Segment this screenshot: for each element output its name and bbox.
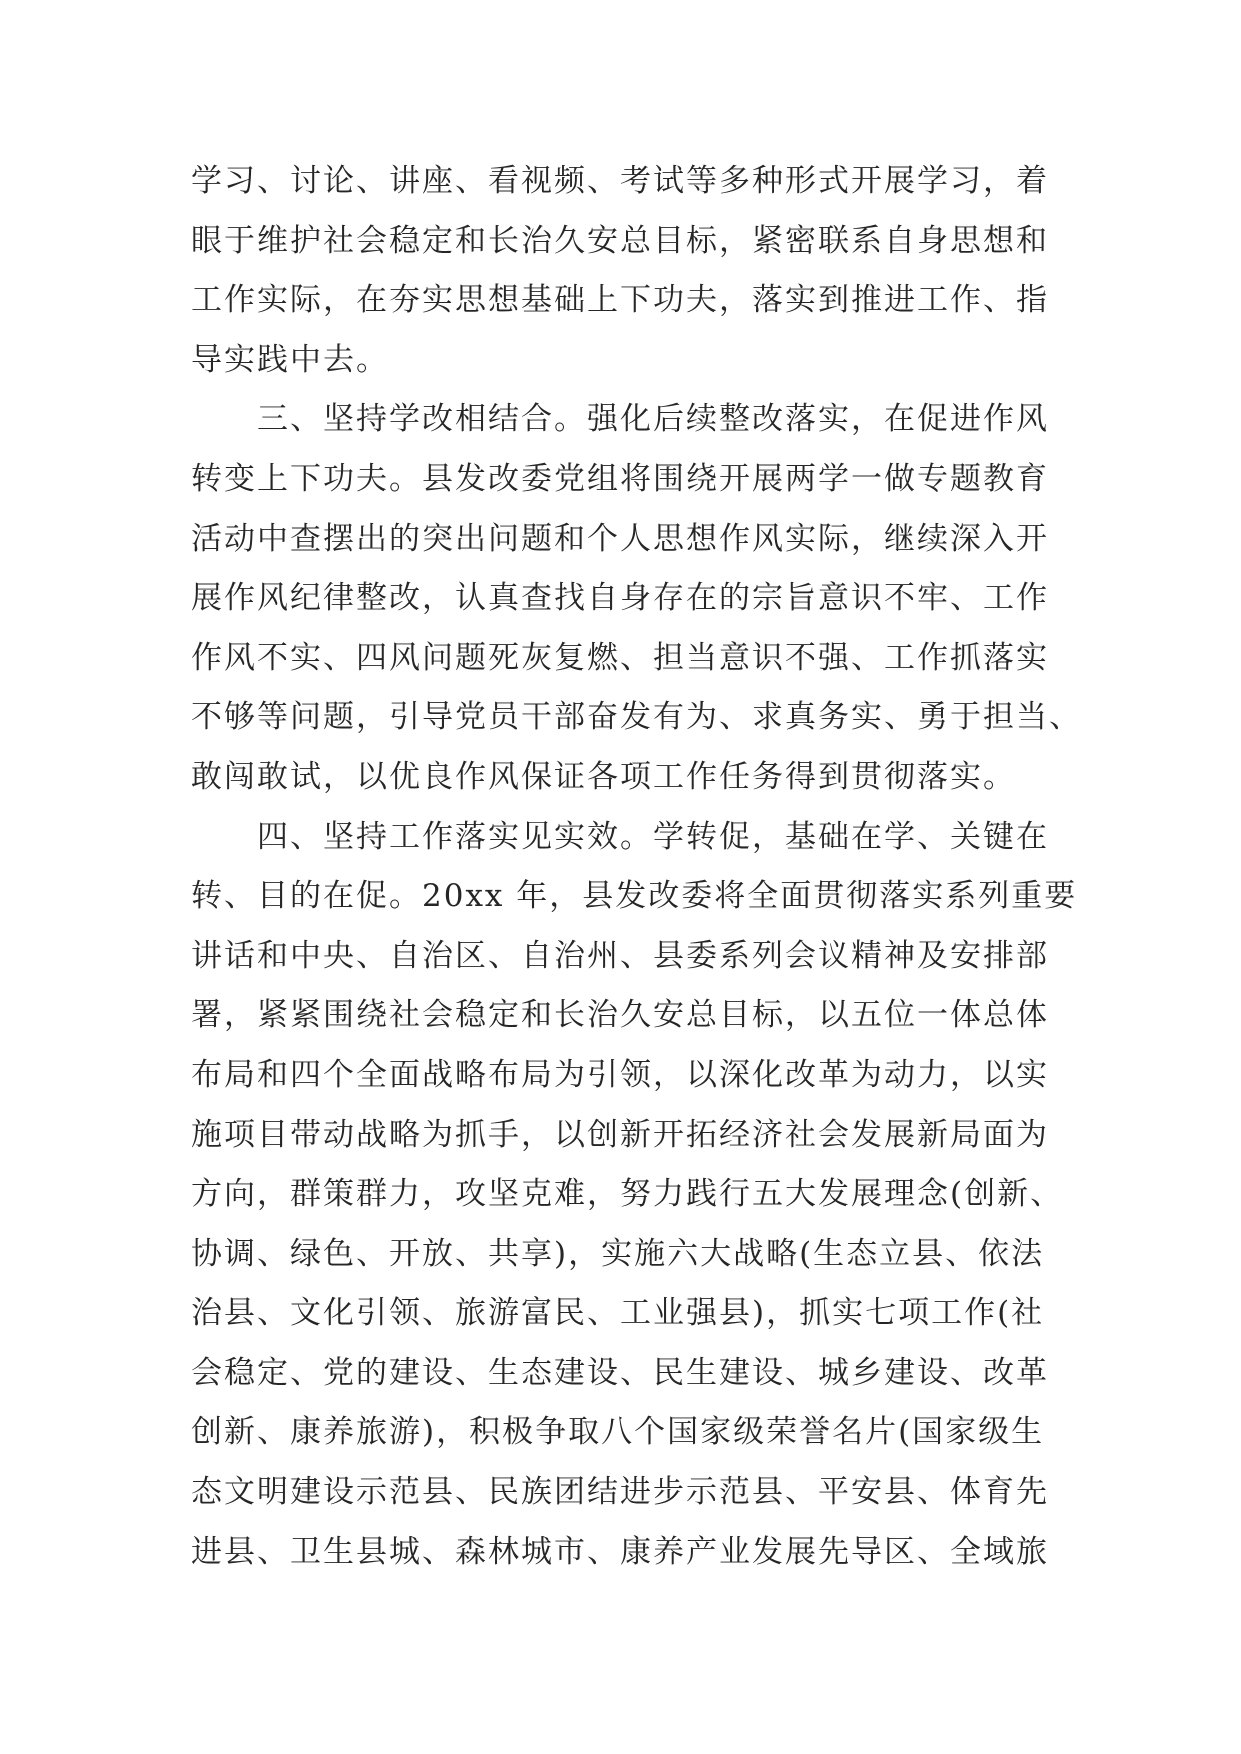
text-line: 工作实际，在夯实思想基础上下功夫，落实到推进工作、指 (191, 282, 1049, 319)
document-body (191, 152, 1082, 1582)
text-line: 方向，群策群力，攻坚克难，努力践行五大发展理念(创新、 (191, 1176, 1064, 1213)
text-line: 施项目带动战略为抓手，以创新开拓经济社会发展新局面为 (191, 1116, 1049, 1153)
text-line: 活动中查摆出的突出问题和个人思想作风实际，继续深入开 (191, 520, 1049, 557)
text-line: 会稳定、党的建设、生态建设、民生建设、城乡建设、改革 (191, 1354, 1049, 1391)
text-line: 作风不实、四风问题死灰复燃、担当意识不强、工作抓落实 (191, 639, 1049, 676)
text-line: 转、目的在促。20xx 年，县发改委将全面贯彻落实系列重要 (191, 878, 1078, 915)
text-line: 布局和四个全面战略布局为引领，以深化改革为动力，以实 (191, 1056, 1049, 1093)
text-line: 进县、卫生县城、森林城市、康养产业发展先导区、全域旅 (191, 1533, 1049, 1570)
paragraph-first-line: 四、坚持工作落实见实效。学转促，基础在学、关键在 (257, 818, 1049, 855)
text-line: 敢闯敢试，以优良作风保证各项工作任务得到贯彻落实。 (191, 758, 1016, 795)
text-line: 创新、康养旅游)，积极争取八个国家级荣誉名片(国家级生 (191, 1414, 1045, 1451)
paragraph-first-line: 三、坚持学改相结合。强化后续整改落实，在促进作风 (257, 401, 1049, 438)
text-line: 导实践中去。 (191, 341, 389, 378)
text-line: 治县、文化引领、旅游富民、工业强县)，抓实七项工作(社 (191, 1295, 1045, 1332)
text-line: 学习、讨论、讲座、看视频、考试等多种形式开展学习，着 (191, 163, 1049, 199)
text-line: 不够等问题，引导党员干部奋发有为、求真务实、勇于担当、 (191, 699, 1082, 736)
text-line: 转变上下功夫。县发改委党组将围绕开展两学一做专题教育 (191, 460, 1049, 497)
text-line: 展作风纪律整改，认真查找自身存在的宗旨意识不牢、工作 (191, 580, 1049, 617)
text-line: 眼于维护社会稳定和长治久安总目标，紧密联系自身思想和 (191, 222, 1049, 259)
text-line: 讲话和中央、自治区、自治州、县委系列会议精神及安排部 (191, 937, 1049, 974)
text-line: 态文明建设示范县、民族团结进步示范县、平安县、体育先 (191, 1474, 1049, 1511)
text-line: 协调、绿色、开放、共享)，实施六大战略(生态立县、依法 (191, 1235, 1045, 1272)
text-line: 署，紧紧围绕社会稳定和长治久安总目标，以五位一体总体 (191, 997, 1049, 1034)
